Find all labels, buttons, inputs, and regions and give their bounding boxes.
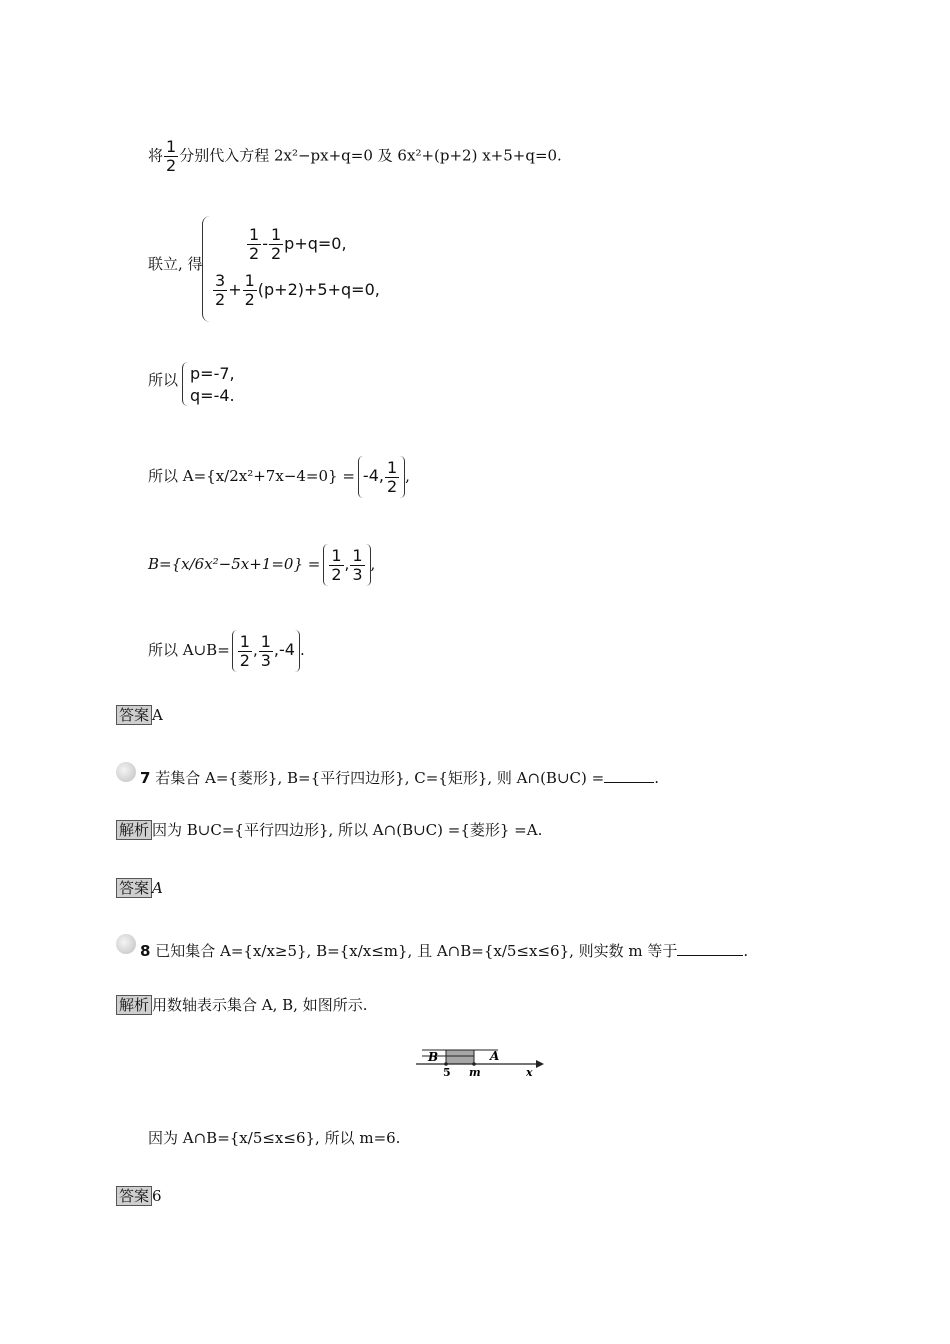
- solution-tag: 解析: [116, 820, 152, 840]
- answer-tag: 答案: [116, 1186, 152, 1206]
- left-brace-system: [202, 216, 211, 322]
- substitution-line: [148, 138, 562, 175]
- set-b-line: B={x/6x²−5x+1=0} = $\frac{1}{2}$ , $\frac{1}{3}$ ,: [148, 544, 375, 586]
- system-label: 联立, 得: [148, 255, 203, 273]
- solution-7: 解析 因为 B∪C={平行四边形}, 所以 A∩(B∪C) ={菱形} =A.: [116, 820, 542, 840]
- question-7: 7 若集合 A={菱形}, B={平行四边形}, C={矩形}, 则 A∩(B∪C) = .: [140, 769, 659, 787]
- left-brace-result: [182, 362, 189, 406]
- question-8: 8 已知集合 A={x/x≥5}, B={x/x≤m}, 且 A∩B={x/5≤x≤6}, 则实数 m 等于 .: [140, 942, 749, 960]
- intersection-region: [446, 1050, 474, 1064]
- axis-arrow-icon: [536, 1060, 544, 1068]
- label-b: B: [428, 1050, 439, 1064]
- answer-1: 答案 A: [116, 705, 163, 725]
- answer-blank[interactable]: [604, 768, 654, 783]
- result-p: p=-7,: [190, 364, 235, 383]
- tick-5: 5: [443, 1066, 451, 1079]
- union-line: 所以 A∪B= $\frac{1}{2}$ , $\frac{1}{3}$ ,-4 .: [148, 630, 305, 672]
- question-bullet-icon: [116, 762, 136, 782]
- solution-8-conclusion: 因为 A∩B={x/5≤x≤6}, 所以 m=6.: [148, 1129, 401, 1147]
- answer-7: 答案 A: [116, 878, 163, 898]
- question-bullet-icon: [116, 934, 136, 954]
- answer-tag: 答案: [116, 705, 152, 725]
- tick-m: m: [469, 1066, 481, 1079]
- set-a-line: 所以 A={x/2x²+7x−4=0} = -4, $\frac{1}{2}$ ,: [148, 456, 410, 498]
- answer-tag: 答案: [116, 878, 152, 898]
- result-label: 所以: [148, 371, 179, 389]
- solution-8: 解析 用数轴表示集合 A, B, 如图所示.: [116, 995, 367, 1015]
- number-line-figure: [410, 1044, 550, 1084]
- system-equation-2: $\frac{3}{2}$ + $\frac{1}{2}$ (p+2)+5+q=0,: [215, 271, 380, 309]
- axis-label-x: x: [526, 1066, 533, 1079]
- solution-tag: 解析: [116, 995, 152, 1015]
- system-equation-1: $\frac{1}{2}$ - $\frac{1}{2}$ p+q=0,: [249, 225, 347, 263]
- answer-blank[interactable]: [677, 941, 743, 956]
- fraction-half: $\frac{1}{2}$: [166, 137, 177, 175]
- result-q: q=-4.: [190, 386, 235, 405]
- answer-8: 答案 6: [116, 1186, 162, 1206]
- text-pre: 将: [148, 146, 164, 165]
- equation-text: 分别代入方程 2x²−px+q=0 及 6x²+(p+2) x+5+q=0.: [179, 146, 562, 165]
- label-a: A: [490, 1049, 500, 1063]
